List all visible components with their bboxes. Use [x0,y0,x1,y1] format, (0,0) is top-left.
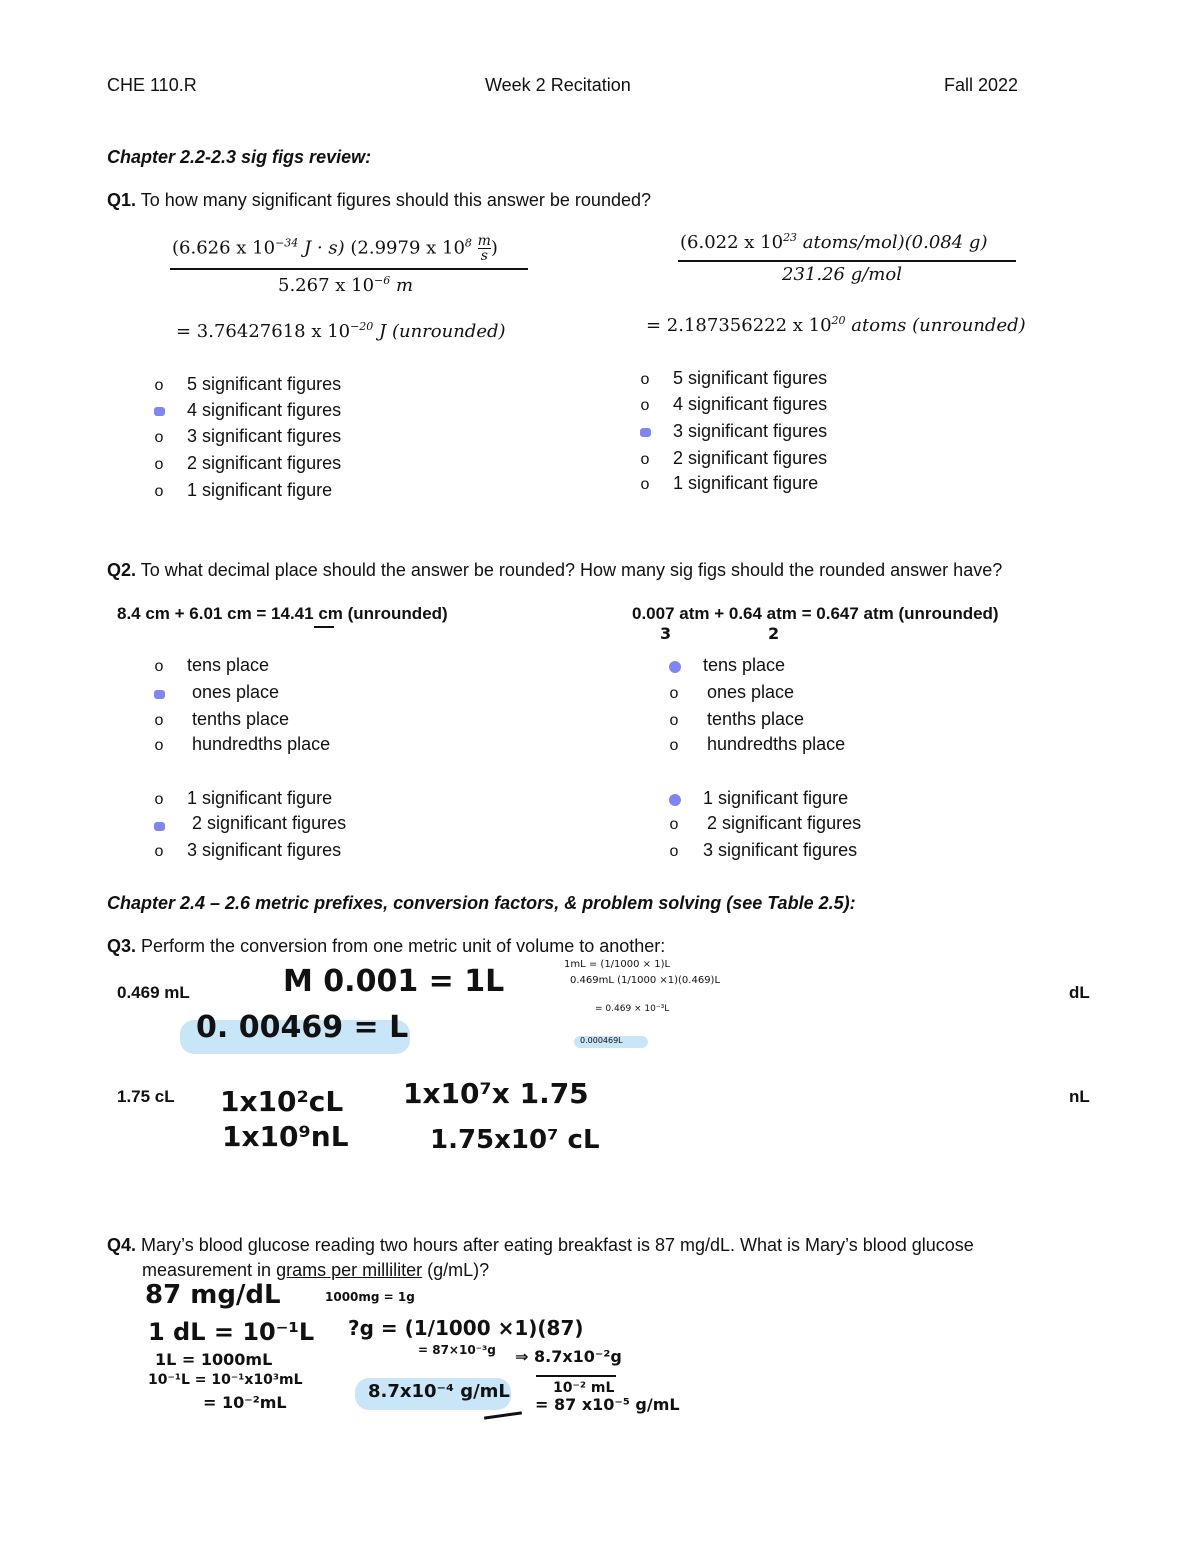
header-course: CHE 110.R [107,75,197,95]
handwritten-work: 87 mg/dL [145,1280,281,1310]
handwritten-work: 1 dL = 10⁻¹L [148,1318,315,1346]
option-label: tens place [703,655,786,675]
radio-option-selected[interactable] [154,690,165,699]
question-3-label: Q3. [107,936,137,956]
handwritten-work: 1x10⁹nL [222,1120,349,1153]
radio-option[interactable]: o [154,429,164,446]
question-3 [107,936,665,957]
radio-option[interactable]: o [669,685,679,702]
radio-option[interactable]: o [154,712,164,729]
q1-left-result: = 3.76427618 x $10^{-20}$ J (unrounded) [176,320,506,342]
handwritten-arrow-stroke [484,1411,522,1419]
radio-option[interactable]: o [669,737,679,754]
radio-option-selected[interactable] [640,428,651,437]
option-label: 3 significant figures [187,840,342,860]
question-2-text: To what decimal place should the answer be rounded? How many sig figs should the rounded answer have? [140,560,1003,580]
radio-option-selected[interactable] [154,407,165,416]
handwritten-note: 2 [768,624,780,643]
handwritten-work: 1.75x10⁷ cL [430,1125,600,1155]
question-2 [107,560,1002,581]
question-1-text: To how many significant figures should this answer be rounded? [140,190,651,210]
handwritten-work: 10⁻² mL [553,1380,615,1396]
option-label: 4 significant figures [673,394,828,414]
handwritten-work: ?g = (1/1000 ×1)(87) [348,1316,584,1340]
header-title: Week 2 Recitation [485,75,631,95]
q2-left-equation: 8.4 cm + 6.01 cm = 14.41 cm (unrounded) [117,604,448,623]
handwritten-work: = 10⁻²mL [203,1393,287,1412]
question-1-label: Q1. [107,190,137,210]
section-heading-metric: Chapter 2.4 – 2.6 metric prefixes, conversion factors, & problem solving (see Table 2.5): [107,893,856,913]
q3-row2-from: 1.75 cL [117,1087,175,1106]
option-label: 1 significant figure [703,788,849,808]
q2-right-equation: 0.007 atm + 0.64 atm = 0.647 atm (unrounded) [632,604,999,623]
handwritten-note: 3 [660,624,672,643]
handwritten-underline [314,626,334,628]
radio-option[interactable]: o [154,843,164,860]
question-4-label: Q4. [107,1235,137,1255]
radio-option[interactable]: o [154,377,164,394]
option-label: tenths place [192,709,290,729]
handwritten-work: M 0.001 = 1L [283,964,505,999]
option-label: ones place [707,682,795,702]
question-4-line2: measurement in grams per milliliter (g/mL)? [142,1260,490,1280]
option-label: hundredths place [707,734,846,754]
radio-option-selected[interactable] [669,661,681,673]
handwritten-work: 1x10⁷x 1.75 [403,1077,589,1110]
option-label: ones place [192,682,280,702]
q1-right-result: = 2.187356222 x $10^{20}$ atoms (unrounded) [646,314,1026,336]
option-label: 3 significant figures [187,426,342,446]
handwritten-work: 0.000469L [580,1036,623,1045]
option-label: 3 significant figures [673,421,828,441]
q1-left-fraction-bar [170,268,528,270]
radio-option[interactable]: o [640,397,650,414]
option-label: 1 significant figure [673,473,819,493]
option-label: 5 significant figures [673,368,828,388]
radio-option[interactable]: o [669,816,679,833]
option-label: 2 significant figures [192,813,347,833]
radio-option[interactable]: o [669,843,679,860]
q1-left-denominator: 5.267 x $10^{-6}$ m [278,274,414,296]
handwritten-work: = 87 x10⁻⁵ g/mL [535,1395,680,1414]
radio-option[interactable]: o [154,737,164,754]
q1-right-denominator: 231.26 g/mol [782,264,902,285]
handwritten-work: = 87×10⁻³g [418,1343,496,1357]
handwritten-work: = 0.469 × 10⁻³L [595,1004,670,1014]
radio-option[interactable]: o [154,456,164,473]
question-1 [107,190,651,211]
question-2-label: Q2. [107,560,137,580]
q1-right-numerator: (6.022 x $10^{23}$ atoms/mol)(0.084 g) [680,231,988,253]
question-4-text-line1: Mary’s blood glucose reading two hours after eating breakfast is 87 mg/dL. What is Mary’s blood glucose [141,1235,974,1255]
header-term: Fall 2022 [944,75,1019,95]
q3-row1-from: 0.469 mL [117,983,190,1002]
handwritten-work: 1mL = (1/1000 × 1)L [564,959,671,970]
radio-option-selected[interactable] [669,794,681,806]
q1-right-fraction-bar [678,260,1016,262]
option-label: 5 significant figures [187,374,342,394]
radio-option[interactable]: o [640,371,650,388]
radio-option[interactable]: o [669,712,679,729]
section-heading-sigfigs: Chapter 2.2-2.3 sig figs review: [107,147,372,167]
radio-option[interactable]: o [640,451,650,468]
option-label: 2 significant figures [707,813,862,833]
radio-option[interactable]: o [154,483,164,500]
handwritten-work: 10⁻¹L = 10⁻¹x10³mL [148,1372,303,1388]
option-label: tens place [187,655,270,675]
radio-option[interactable]: o [154,658,164,675]
handwritten-work: 1L = 1000mL [155,1350,273,1369]
handwritten-work: 0.469mL (1/1000 ×1)(0.469)L [570,975,721,986]
handwritten-work: 1000mg = 1g [325,1290,415,1304]
option-label: 3 significant figures [703,840,858,860]
radio-option[interactable]: o [154,791,164,808]
q3-row2-to: nL [1069,1087,1090,1106]
handwritten-work: 1x10²cL [220,1085,344,1118]
radio-option[interactable]: o [640,476,650,493]
q3-row1-to: dL [1069,983,1090,1002]
option-label: hundredths place [192,734,331,754]
option-label: 4 significant figures [187,400,342,420]
question-4 [107,1235,974,1256]
radio-option-selected[interactable] [154,822,165,831]
fraction-bar [536,1375,616,1377]
handwritten-work: 8.7x10⁻⁴ g/mL [368,1381,510,1402]
option-label: 1 significant figure [187,788,333,808]
option-label: 2 significant figures [673,448,828,468]
question-3-text: Perform the conversion from one metric unit of volume to another: [141,936,666,956]
option-label: tenths place [707,709,805,729]
handwritten-work: ⇒ 8.7x10⁻²g [515,1347,622,1366]
handwritten-work: 0. 00469 = L [196,1010,409,1045]
option-label: 1 significant figure [187,480,333,500]
option-label: 2 significant figures [187,453,342,473]
q1-left-numerator: (6.626 x $10^{-34}$ J · s) (2.9979 x $10^8$ $\frac{m}{s}$ ) [172,233,498,264]
